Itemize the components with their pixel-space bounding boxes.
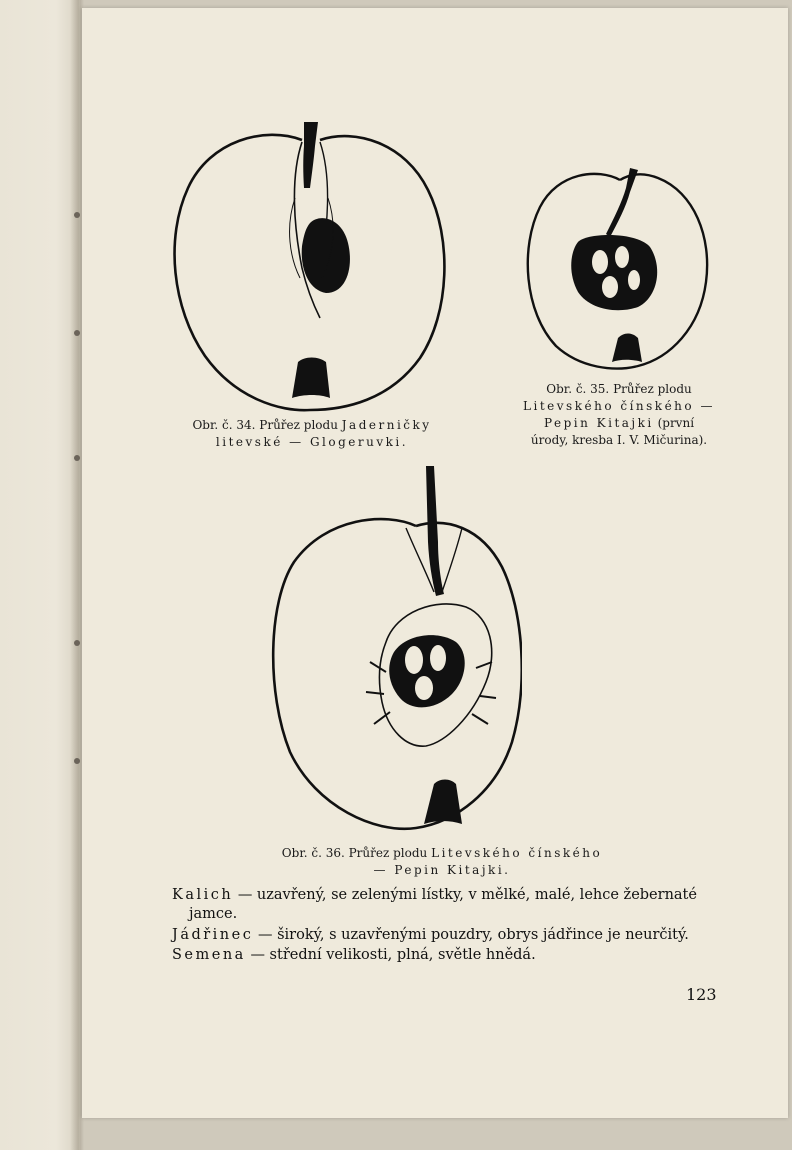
body-line-kalich: Kalich — uzavřený, se zelenými lístky, v mělké, malé, lehce žebernaté	[172, 887, 697, 903]
figure-36-caption: Obr. č. 36. Průřez plodu Litevského čínského — Pepin Kitajki.	[281, 846, 603, 877]
body-line-kalich-cont: jamce.	[189, 906, 238, 922]
apple-cross-section-figure-35	[518, 162, 718, 374]
body-line-jadrinec: Jádřinec — široký, s uzavřenými pouzdry, obrys jádřince je neurčitý.	[172, 927, 689, 943]
binding-stitch	[74, 455, 80, 461]
binding-stitch	[74, 212, 80, 218]
apple-cross-section-figure-36	[266, 462, 522, 842]
figure-34-caption: Obr. č. 34. Průřez plodu Jaderničky litevské — Glogeruvki.	[192, 418, 432, 449]
binding-stitch	[74, 330, 80, 336]
binding-stitch	[74, 640, 80, 646]
binding-stitch	[74, 758, 80, 764]
page-number: 123	[686, 985, 717, 1004]
body-line-semena: Semena — střední velikosti, plná, světle hnědá.	[172, 947, 536, 963]
apple-cross-section-figure-34	[170, 118, 452, 414]
figure-35-caption: Obr. č. 35. Průřez plodu Litevského čínského — Pepin Kitajki (první úrody, kresba I. V. Mičurina).	[523, 382, 715, 447]
left-page-edge	[0, 0, 80, 1150]
